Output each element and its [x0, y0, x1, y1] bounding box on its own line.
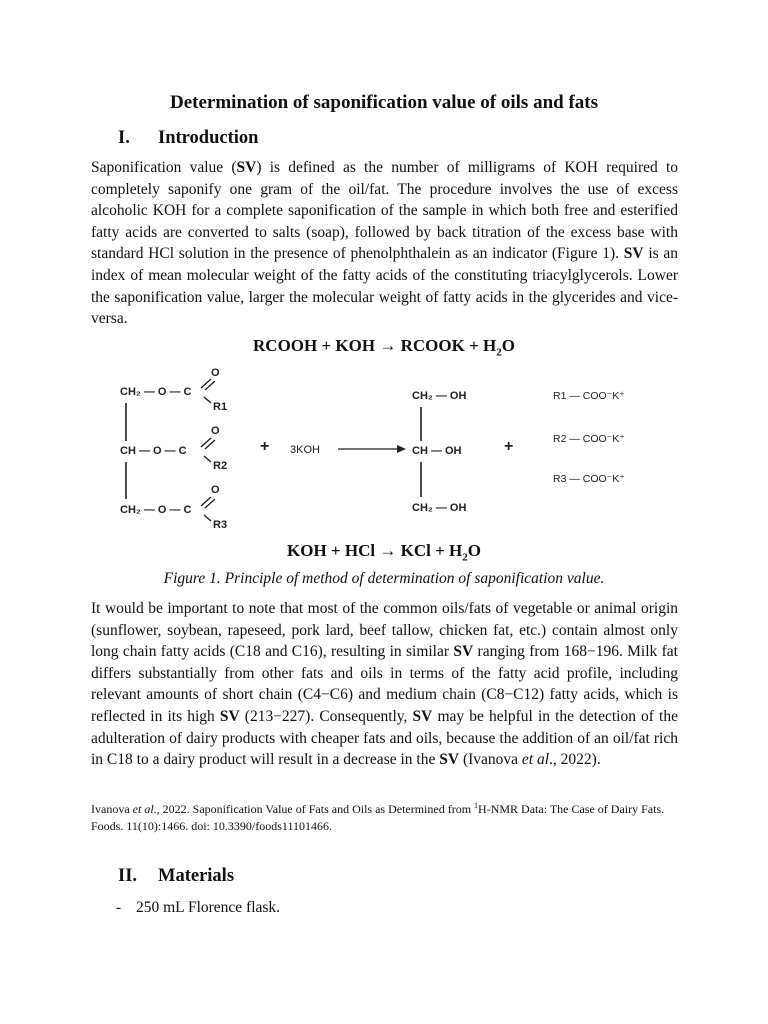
soap-label: R3 — COO⁻K⁺	[553, 473, 625, 485]
reference-superscript: 1	[474, 801, 479, 810]
sv-abbrev: SV	[453, 643, 474, 661]
et-al: et al	[521, 751, 550, 769]
text-run: Saponification value (	[91, 159, 237, 176]
text-run: ranging from 168−196. Milk fat differs substantially from other fats and oils in terms of the fatty acid profile, including relevant amounts of short chain (C4−C6) and medium chain (C8−C12) fatty acids, which is reflected in its high	[91, 643, 678, 725]
glycerol-row: CH₂ — OH	[412, 502, 467, 514]
section-number: I.	[118, 128, 130, 148]
reference-text: ., 2022. Saponification Value of Fats and Oils as Determined from	[153, 802, 475, 816]
text-run: ) is defined as the number of milligrams of KOH required to completely saponify one gram of the oil/fat. The procedure involves the use of excess alcoholic KOH for a complete saponification of the sample in which both free and esterified fatty acids are converted to salts (soap), followed by back titration of the excess base with standard HCl solution in the presence of phenolphthalein as an indicator (Figure 1).	[91, 159, 679, 263]
discussion-paragraph	[91, 598, 678, 771]
ester-row: CH₂ — O — C	[120, 386, 192, 398]
text-run: ., 2022).	[549, 751, 601, 769]
section-heading-introduction	[118, 128, 258, 149]
plus-sign: +	[260, 438, 270, 455]
sv-abbrev: SV	[439, 751, 460, 769]
figure-caption: Figure 1. Principle of method of determination of saponification value.	[163, 570, 605, 587]
oxygen-label: O	[211, 484, 220, 496]
oxygen-label: O	[211, 367, 220, 379]
r-group-label: R1	[213, 401, 228, 413]
document-title: Determination of saponification value of oils and fats	[169, 92, 599, 113]
et-al: et al	[132, 802, 154, 816]
list-item-text: 250 mL Florence flask.	[136, 899, 281, 916]
saponification-equation	[0, 336, 768, 358]
equation-text: RCOOH + KOH → RCOOK + H	[253, 336, 497, 355]
reference-author: Ivanova	[91, 802, 133, 816]
sv-abbrev: SV	[219, 707, 240, 725]
section-number: II.	[118, 866, 138, 886]
titration-equation	[0, 541, 768, 563]
sv-abbrev: SV	[236, 159, 257, 176]
sv-abbrev: SV	[623, 245, 644, 263]
text-run: It would be important to note that most of the common oils/fats of vegetable or animal origin (sunflower, soybean, rapeseed, pork lard, beef tallow, chicken fat, etc.) contain almost only long chain fatty acids (C18 and C16), resulting in similar	[91, 600, 678, 661]
section-title: Introduction	[158, 128, 259, 148]
r-group-label: R2	[213, 460, 228, 472]
section-title: Materials	[158, 866, 235, 886]
saponification-reaction-scheme	[110, 365, 650, 530]
reference-text: H-NMR Data: The Case of Dairy Fats. Foods. 11(10):1466. doi: 10.3390/foods11101466.	[91, 802, 665, 833]
equation-subscript: 2	[462, 551, 468, 564]
glycerol-row: CH — OH	[412, 445, 462, 457]
reference-citation	[91, 797, 678, 835]
glycerol-row: CH₂ — OH	[412, 390, 467, 402]
section-heading-materials	[118, 866, 234, 887]
equation-text: KOH + HCl → KCl + H	[287, 541, 463, 560]
text-run: (213−227). Consequently,	[239, 707, 413, 725]
reaction-arrow-head	[397, 445, 406, 453]
equation-text: O	[501, 336, 515, 355]
ester-row: CH₂ — O — C	[120, 504, 192, 516]
reagent-label: 3KOH	[290, 444, 320, 456]
plus-sign: +	[504, 438, 514, 455]
list-dash: -	[116, 899, 122, 916]
text-run: is an index of mean molecular weight of the fatty acids of the constituting triacylglycerols. Lower the saponification value, larger the molecular weight of fatty acids in the glycerides and vice-versa.	[91, 245, 679, 328]
equation-subscript: 2	[496, 346, 502, 359]
intro-paragraph	[91, 157, 678, 330]
ester-row: CH — O — C	[120, 445, 187, 457]
materials-list-item	[116, 899, 280, 917]
text-run: may be helpful in the detection of the adulteration of dairy products with cheaper fats and oils, because the addition of an oil/fat rich in C18 to a dairy product will result in a decrease in the	[91, 707, 678, 769]
soap-label: R1 — COO⁻K⁺	[553, 390, 625, 402]
text-run: (Ivanova	[459, 751, 522, 769]
equation-text: O	[467, 541, 481, 560]
soap-label: R2 — COO⁻K⁺	[553, 433, 625, 445]
sv-abbrev: SV	[412, 707, 433, 725]
r-group-label: R3	[213, 519, 228, 530]
oxygen-label: O	[211, 425, 220, 437]
